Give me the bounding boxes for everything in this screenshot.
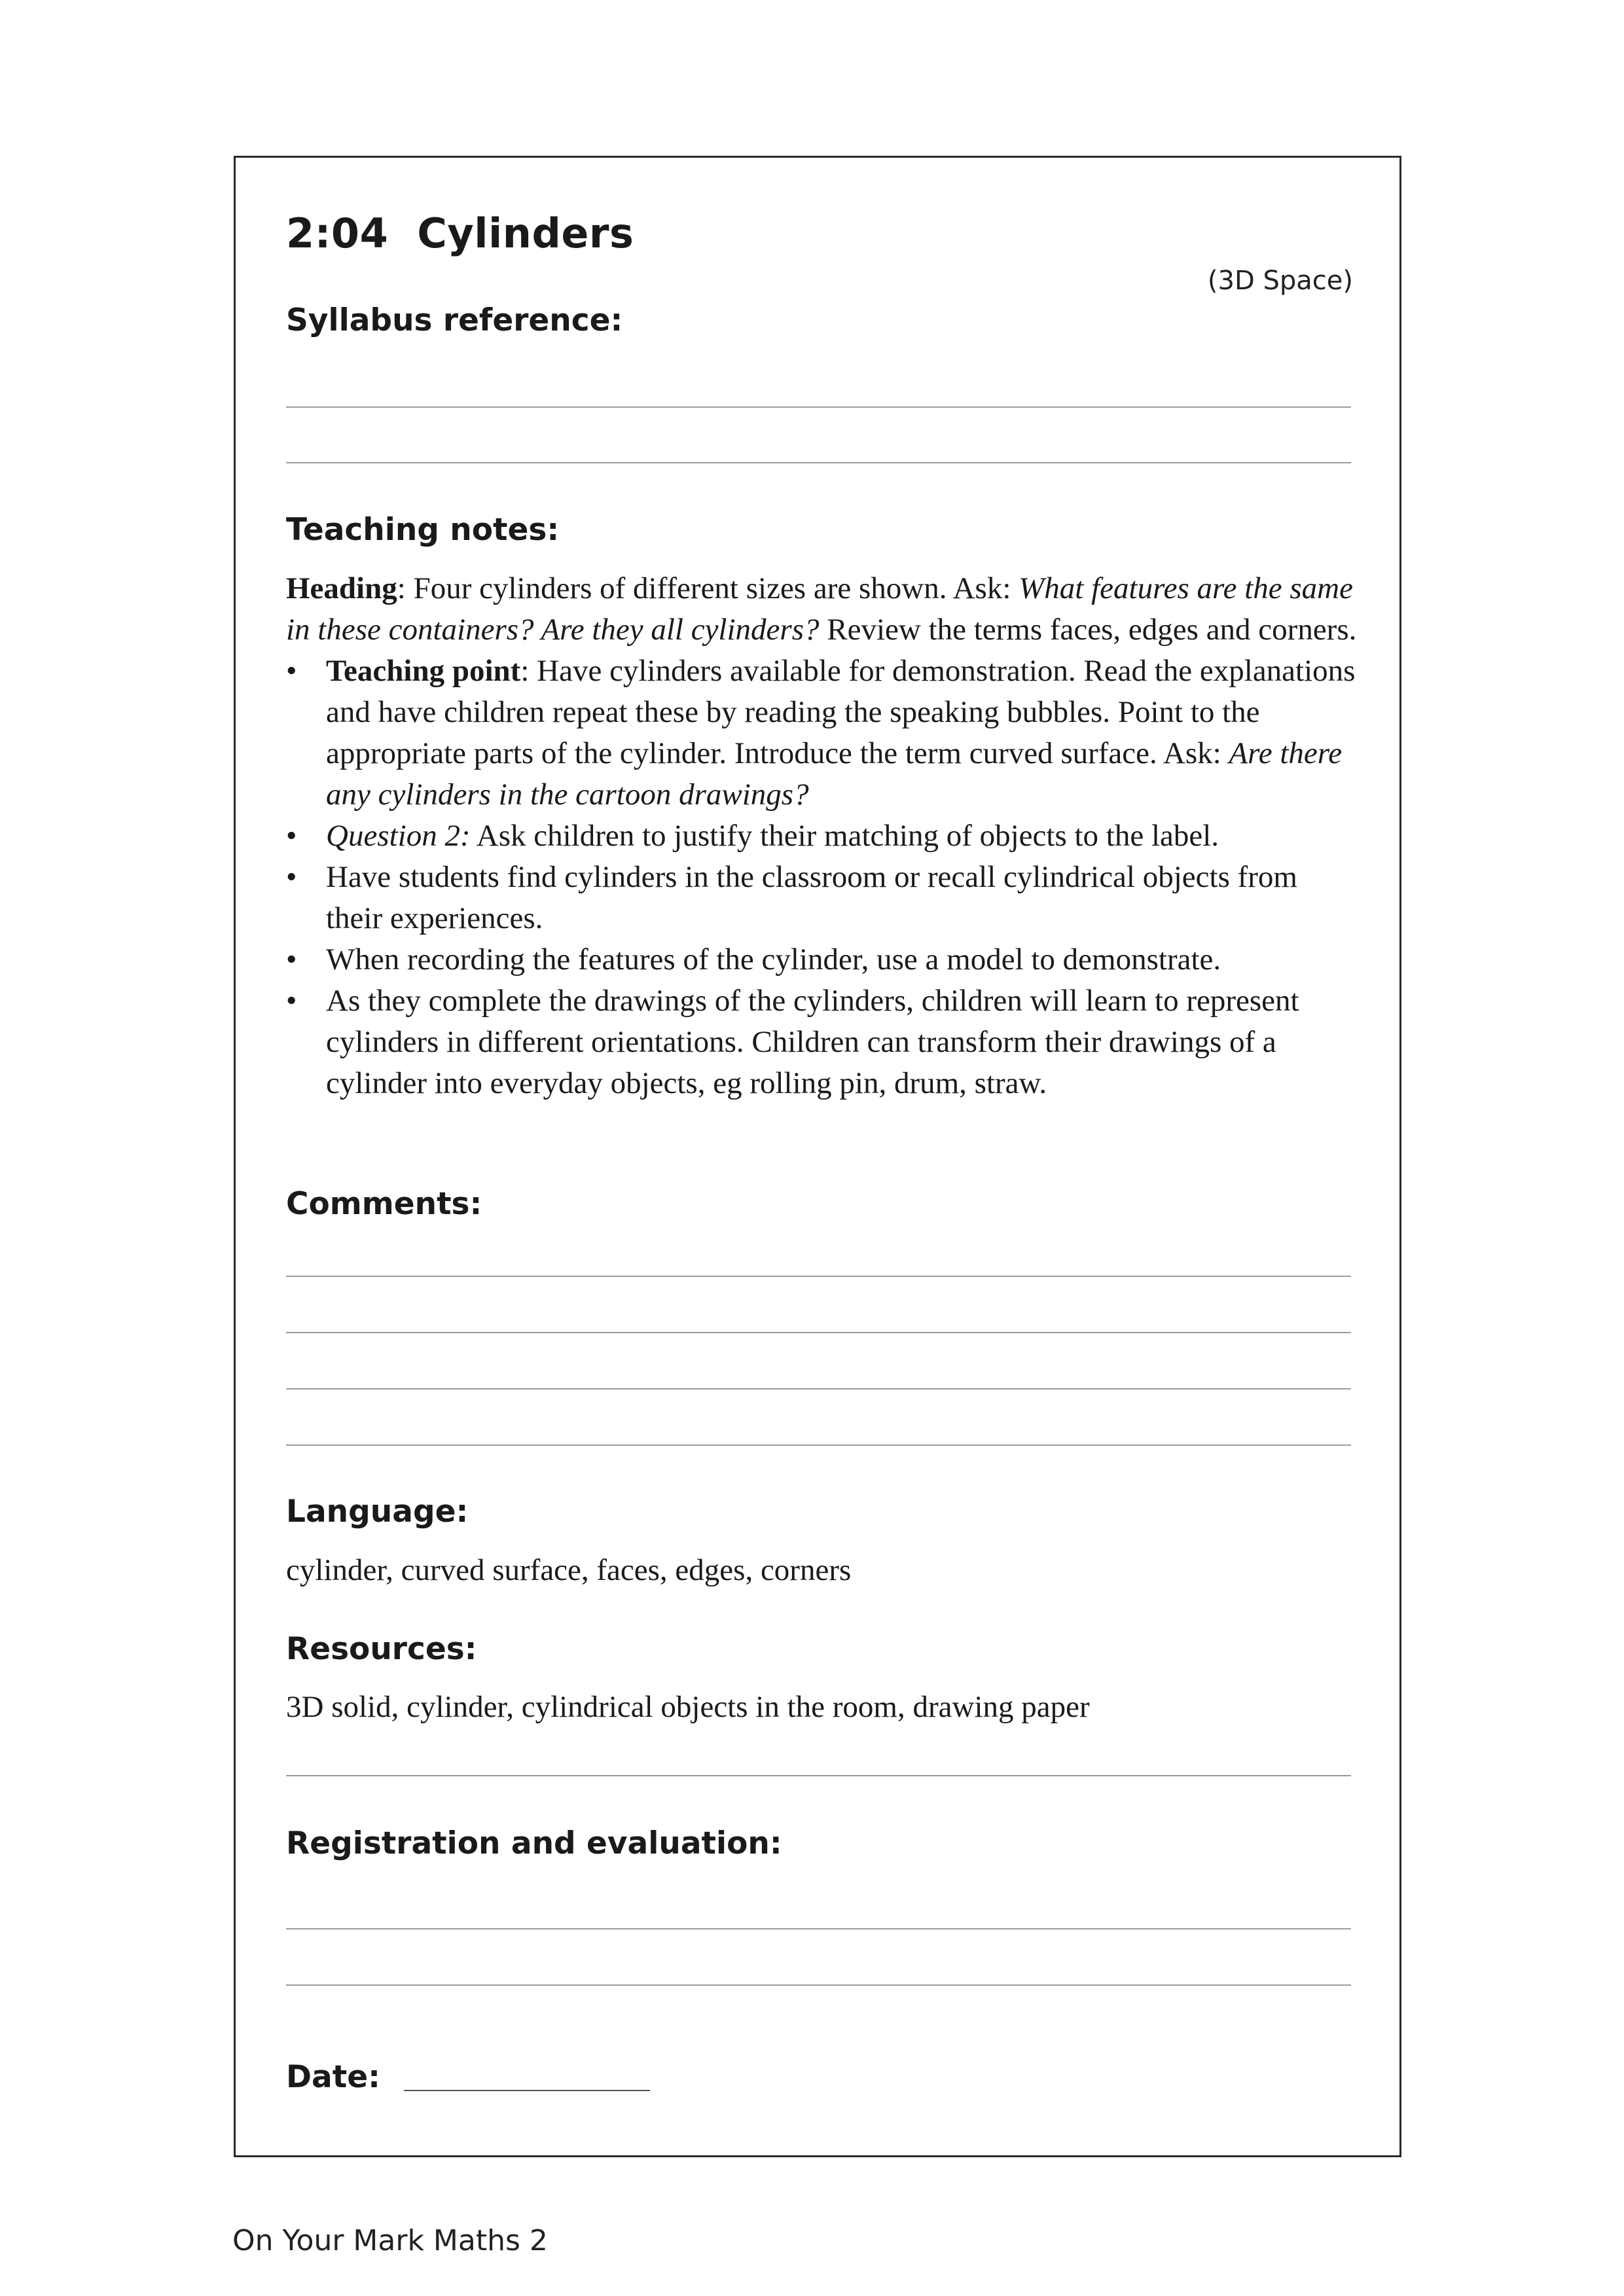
list-item [286,816,1360,857]
syllabus-reference-label: Syllabus reference: [286,302,623,338]
bullet1-italic: Are there any cylinders in the cartoon drawings? [326,736,1343,812]
heading-note-text-1: : Four cylinders of different sizes are shown. Ask: [397,571,1019,605]
registration-line-1 [286,1928,1351,1929]
list-item [286,857,1360,939]
heading-note-text-2: Review the terms faces, edges and corners. [819,613,1357,647]
heading-note [286,568,1360,651]
teaching-notes-label: Teaching notes: [286,512,560,548]
page-title: 2:04 Cylinders [286,209,634,257]
bullet2-text: Ask children to justify their matching of objects to the label. [470,819,1219,853]
date-field-line [404,2090,650,2091]
bullet3-text: Have students find cylinders in the classroom or recall cylindrical objects from their experiences. [326,860,1297,935]
comments-line-4 [286,1444,1351,1446]
resources-line [286,1775,1351,1776]
teaching-notes-list [286,651,1360,1104]
bullet2-italic: Question 2: [326,819,471,853]
syllabus-line-2 [286,462,1351,463]
bullet1-text: : Have cylinders available for demonstration. Read the explanations and have children repeat these by reading the speaking bubbles. Point to the appropriate parts of the cylinder. Introduce the term curved surface. Ask: [326,654,1356,770]
syllabus-line-1 [286,406,1351,408]
resources-text: 3D solid, cylinder, cylindrical objects in the room, drawing paper [286,1690,1090,1724]
strand-label: (3D Space) [1207,266,1353,296]
teaching-notes-body [286,568,1360,1104]
resources-label: Resources: [286,1631,477,1667]
bullet4-text: When recording the features of the cylinder, use a model to demonstrate. [326,942,1221,977]
list-item [286,939,1360,980]
bullet5-text: As they complete the drawings of the cylinders, children will learn to represent cylinders in different orientations. Children can transform their drawings of a cylinder into everyday objects, eg rolling pin, drum, straw. [326,984,1299,1100]
bullet1-bold: Teaching point [326,654,521,688]
registration-line-2 [286,1984,1351,1986]
heading-note-italic: What features are the same in these containers? Are they all cylinders? [286,571,1353,647]
list-item [286,980,1360,1104]
language-label: Language: [286,1494,469,1530]
registration-evaluation-label: Registration and evaluation: [286,1825,782,1861]
comments-label: Comments: [286,1186,482,1222]
heading-note-bold: Heading [286,571,397,605]
comments-line-3 [286,1388,1351,1390]
comments-line-2 [286,1332,1351,1333]
footer-book-title: On Your Mark Maths 2 [232,2224,548,2257]
list-item [286,651,1360,816]
date-label: Date: [286,2059,380,2095]
comments-line-1 [286,1276,1351,1277]
language-text: cylinder, curved surface, faces, edges, corners [286,1553,852,1587]
